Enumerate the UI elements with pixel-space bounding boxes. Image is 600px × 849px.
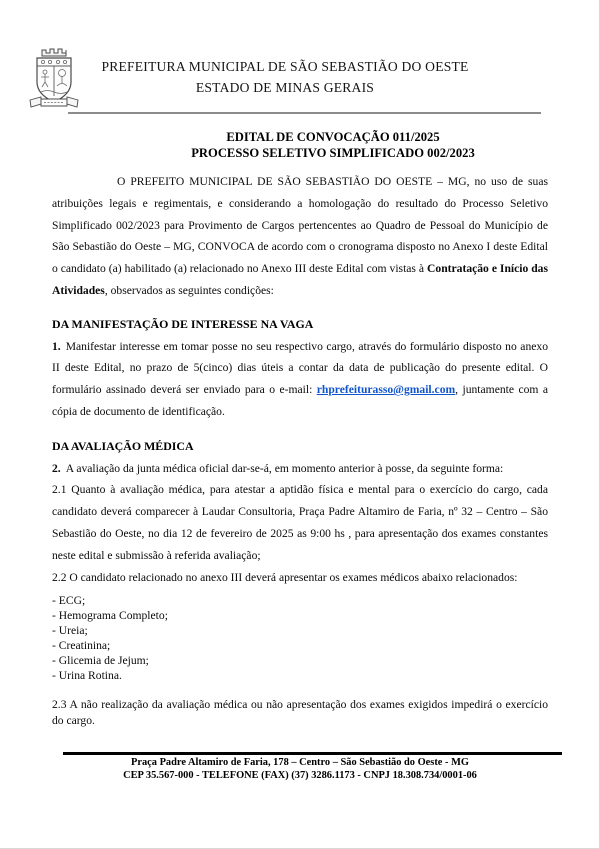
org-name-line1: PREFEITURA MUNICIPAL DE SÃO SEBASTIÃO DO OESTE [101,59,469,74]
exam-item: - Creatinina; [52,639,111,653]
exam-item: - Urina Rotina. [52,669,122,683]
exam-item: - Hemograma Completo; [52,609,168,623]
item-2-paragraph [52,458,548,480]
section-heading-medica: DA AVALIAÇÃO MÉDICA [52,438,194,453]
document-footer [52,757,548,782]
item-1-text-2: , juntamente com a cópia de documento de identificação. [52,383,548,418]
item-2-3-paragraph: 2.3 A não realização da avaliação médica ou não apresentação dos exames exigidos impedirá o exercício do cargo. [52,698,548,727]
item-2-1-paragraph: 2.1 Quanto à avaliação médica, para atestar a aptidão física e mental para o exercício do cargo, cada candidato deverá comparecer à Laudar Consultoria, Praça Padre Altamiro de Faria, nº 32 – Centro – São Sebastião do Oeste, no dia 12 de fevereiro de 2025 as 9:00 hs , para apresentação dos exames constantes neste edital e submissão à referida avaliação; [52,483,548,562]
edital-title-line2: PROCESSO SELETIVO SIMPLIFICADO 002/2023 [191,145,475,160]
document-header [78,57,492,98]
intro-bold-phrase: Contratação e Início das Atividades [52,262,548,297]
document-title [52,130,548,161]
intro-paragraph [52,171,548,302]
intro-text-2: , observados as seguintes condições: [104,283,274,297]
exam-item: - Glicemia de Jejum; [52,654,149,668]
item-1-paragraph [52,336,548,423]
header-divider [68,112,541,114]
email-link[interactable]: rhprefeiturasso@gmail.com [316,383,456,397]
org-name-line2: ESTADO DE MINAS GERAIS [195,79,375,95]
item-1-text-1: Manifestar interesse em tomar posse no seu respectivo cargo, através do formulário disposto no anexo II deste Edital, no prazo de 5(cinco) dias úteis a contar da data de publicação do presente edital. O formulário assinado deverá ser enviado para o e-mail: [52,339,548,397]
edital-title-line1: EDITAL DE CONVOCAÇÃO 011/2025 [226,130,440,144]
item-2-number: 2. [52,461,61,475]
document-body [52,130,548,739]
exam-item: - ECG; [52,594,86,608]
footer-divider [63,752,562,755]
exam-item: - Ureia; [52,624,88,638]
exam-list [52,593,548,683]
municipal-coat-of-arms-icon [27,46,81,114]
item-1-number: 1. [52,339,61,353]
footer-contact-line: CEP 35.567-000 - TELEFONE (FAX) (37) 3286.1173 - CNPJ 18.308.734/0001-06 [123,769,477,781]
item-2-2-paragraph: 2.2 O candidato relacionado no anexo III deverá apresentar os exames médicos abaixo relacionados: [52,570,518,584]
item-2-text: A avaliação da junta médica oficial dar-se-á, em momento anterior à posse, da seguinte forma: [65,461,504,475]
intro-text-1: O PREFEITO MUNICIPAL DE SÃO SEBASTIÃO DO OESTE – MG, no uso de suas atribuições legais e regimentais, e considerando a homologação do resultado do Processo Seletivo Simplificado 002/2023 para Provimento de Cargos pertencentes ao Quadro de Pessoal do Município de São Sebastião do Oeste – MG, CONVOCA de acordo com o cronograma disposto no Anexo I deste Edital o candidato (a) habilitado (a) relacionado no Anexo III deste Edital com vistas à [52,175,548,276]
section-heading-interesse: DA MANIFESTAÇÃO DE INTERESSE NA VAGA [52,316,314,331]
footer-address-line: Praça Padre Altamiro de Faria, 178 – Centro – São Sebastião do Oeste - MG [131,757,469,768]
